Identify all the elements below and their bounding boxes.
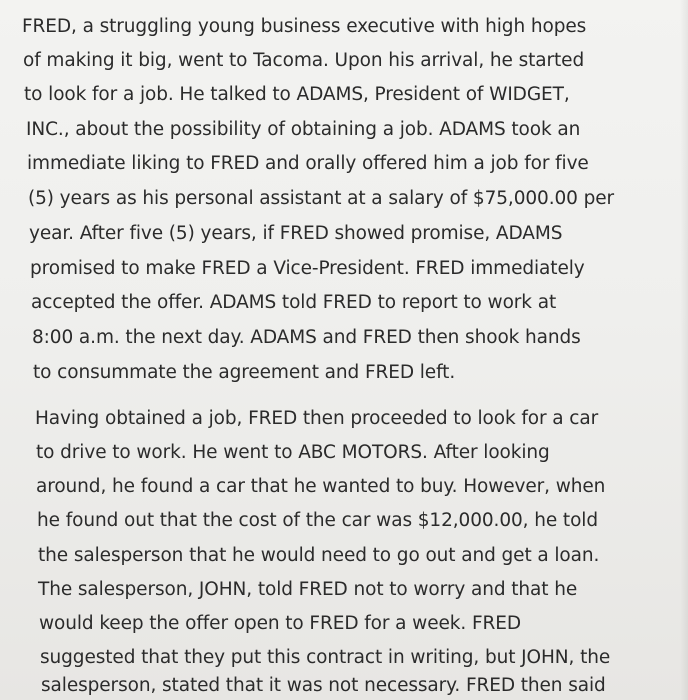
- paragraph-2-line: The salesperson, JOHN, told FRED not to worry and that he: [38, 579, 578, 600]
- paragraph-1-line: to look for a job. He talked to ADAMS, President of WIDGET,: [24, 84, 570, 105]
- paragraph-2-line: the salesperson that he would need to go out and get a loan.: [38, 545, 600, 566]
- paragraph-2-line: Having obtained a job, FRED then proceeded to look for a car: [35, 408, 599, 429]
- paragraph-1-line: (5) years as his personal assistant at a salary of $75,000.00 per: [28, 188, 615, 209]
- paragraph-2-line: salesperson, stated that it was not necessary. FRED then said: [41, 675, 606, 696]
- paragraph-2-line: would keep the offer open to FRED for a week. FRED: [39, 613, 521, 634]
- paragraph-2-line: to drive to work. He went to ABC MOTORS. After looking: [36, 442, 550, 463]
- paragraph-1-line: of making it big, went to Tacoma. Upon his arrival, he started: [23, 50, 585, 71]
- paragraph-2-line: he found out that the cost of the car was $12,000.00, he told: [37, 510, 598, 531]
- paragraph-1-line: immediate liking to FRED and orally offered him a job for five: [27, 153, 589, 174]
- paragraph-1-line: to consummate the agreement and FRED left.: [33, 362, 456, 383]
- paragraph-1-line: year. After five (5) years, if FRED showed promise, ADAMS: [29, 223, 563, 244]
- paragraph-2-line: suggested that they put this contract in writing, but JOHN, the: [40, 647, 611, 668]
- paragraph-2-line: around, he found a car that he wanted to buy. However, when: [36, 476, 606, 497]
- paragraph-1-line: accepted the offer. ADAMS told FRED to report to work at: [31, 292, 557, 313]
- page-shadow: [680, 0, 688, 700]
- paragraph-1-line: INC., about the possibility of obtaining a job. ADAMS took an: [26, 119, 581, 140]
- paragraph-1-line: promised to make FRED a Vice-President. FRED immediately: [30, 258, 585, 279]
- paragraph-1-line: 8:00 a.m. the next day. ADAMS and FRED then shook hands: [32, 327, 581, 348]
- paragraph-1-line: FRED, a struggling young business executive with high hopes: [22, 16, 587, 37]
